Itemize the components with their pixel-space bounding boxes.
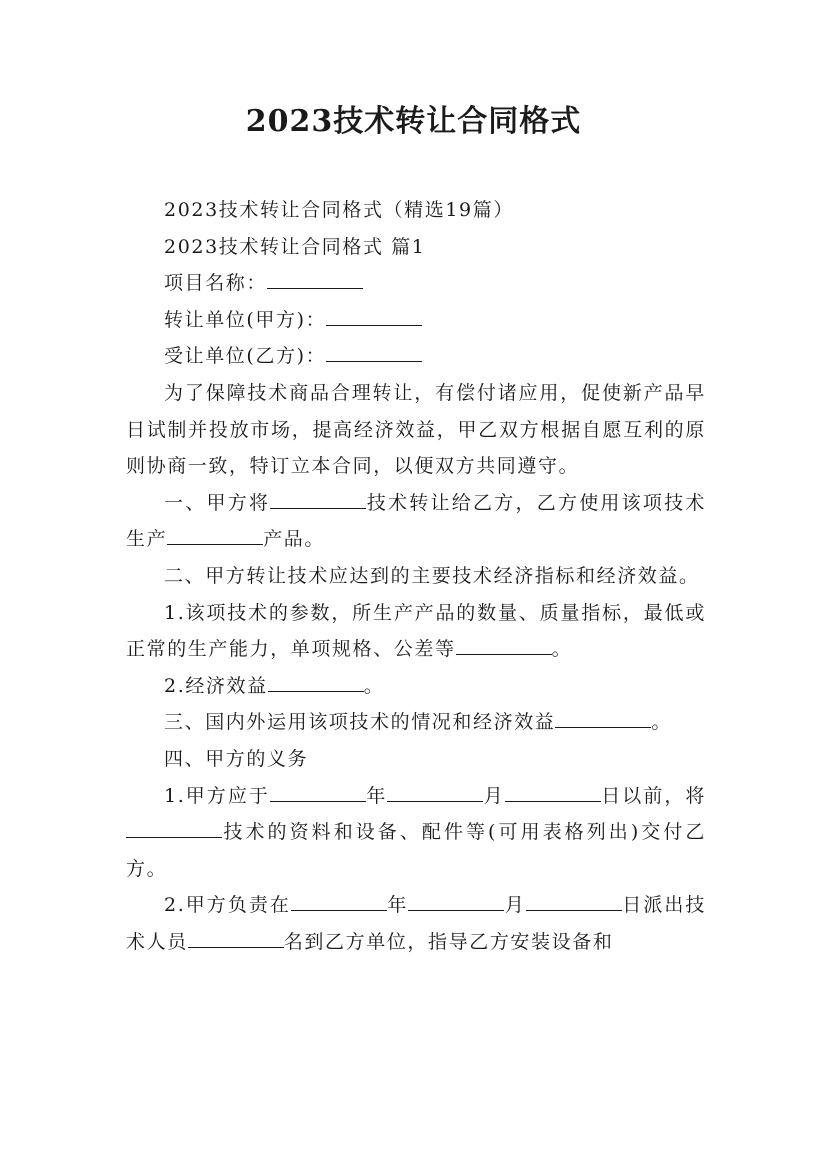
paragraph-subtitle xyxy=(126,192,706,229)
paragraph-text: 年 xyxy=(386,894,409,917)
field-project-name xyxy=(126,265,706,302)
document-title: 2023技术转让合同格式 xyxy=(245,104,582,139)
paragraph-text: 技术转让给乙方，乙方使用该项技术生产 xyxy=(126,491,706,551)
fill-in-blank xyxy=(270,779,366,802)
field-label: 受让单位(乙方)： xyxy=(164,345,327,368)
paragraph-text: 一、甲方将 xyxy=(164,491,271,514)
paragraph-text: 2023技术转让合同格式（精选19篇） xyxy=(164,199,514,221)
paragraph-text: 2023技术转让合同格式 篇1 xyxy=(164,235,426,258)
paragraph-text: 。 xyxy=(651,711,673,734)
paragraph-text: 。 xyxy=(363,674,385,697)
fill-in-blank xyxy=(291,888,387,911)
paragraph-article-heading xyxy=(126,229,706,266)
paragraph-text: 四、甲方的义务 xyxy=(164,747,309,770)
fill-in-blank xyxy=(268,669,364,692)
paragraph-text: 月 xyxy=(483,784,505,807)
paragraph-text: 2.经济效益 xyxy=(164,674,268,697)
paragraph-text: 月 xyxy=(504,894,526,917)
paragraph-clause-2-1 xyxy=(126,595,706,668)
paragraph-text: 日派出技术人员 xyxy=(126,894,706,953)
paragraph-text: 1.甲方应于 xyxy=(164,784,270,807)
paragraph-text: 年 xyxy=(365,784,388,807)
paragraph-clause-2 xyxy=(126,558,706,595)
field-transferee xyxy=(126,338,706,375)
fill-in-blank xyxy=(555,705,651,728)
fill-in-blank xyxy=(126,815,222,838)
paragraph-clause-3 xyxy=(126,704,706,741)
paragraph-clause-4-1 xyxy=(126,778,706,888)
paragraph-text: 名到乙方单位，指导乙方安装设备和 xyxy=(283,930,614,953)
field-transferor xyxy=(126,302,706,339)
fill-in-blank xyxy=(505,779,601,802)
fill-in-blank xyxy=(326,303,422,326)
paragraph-preamble xyxy=(126,375,706,485)
fill-in-blank xyxy=(456,632,552,655)
paragraph-clause-4 xyxy=(126,741,706,778)
paragraph-text: 技术的资料和设备、配件等(可用表格列出)交付乙方。 xyxy=(126,821,706,880)
paragraph-text: 产品。 xyxy=(263,528,326,551)
paragraph-text: 二、甲方转让技术应达到的主要技术经济指标和经济效益。 xyxy=(164,564,700,587)
fill-in-blank xyxy=(270,486,366,509)
paragraph-clause-4-2 xyxy=(126,887,706,960)
paragraph-text: 三、国内外运用该项技术的情况和经济效益 xyxy=(164,711,556,734)
document-body xyxy=(126,192,706,960)
paragraph-text: 日以前，将 xyxy=(600,784,706,807)
field-label: 项目名称： xyxy=(164,272,268,295)
fill-in-blank xyxy=(408,888,504,911)
paragraph-text: 为了保障技术商品合理转让，有偿付诸应用，促使新产品早日试制并投放市场，提高经济效益，甲乙双方根据自愿互利的原则协商一致，特订立本合同，以便双方共同遵守。 xyxy=(126,381,706,478)
fill-in-blank xyxy=(387,779,483,802)
fill-in-blank xyxy=(526,888,622,911)
fill-in-blank xyxy=(267,266,363,289)
paragraph-text: 2.甲方负责在 xyxy=(164,894,291,917)
paragraph-clause-1 xyxy=(126,485,706,558)
fill-in-blank xyxy=(167,522,263,545)
paragraph-text: 1.该项技术的参数，所生产产品的数量、质量指标，最低或正常的生产能力，单项规格、公差等 xyxy=(126,601,706,661)
fill-in-blank xyxy=(326,339,422,362)
paragraph-text: 。 xyxy=(551,638,573,661)
fill-in-blank xyxy=(188,925,284,948)
field-label: 转让单位(甲方)： xyxy=(164,308,327,331)
paragraph-clause-2-2 xyxy=(126,668,706,705)
